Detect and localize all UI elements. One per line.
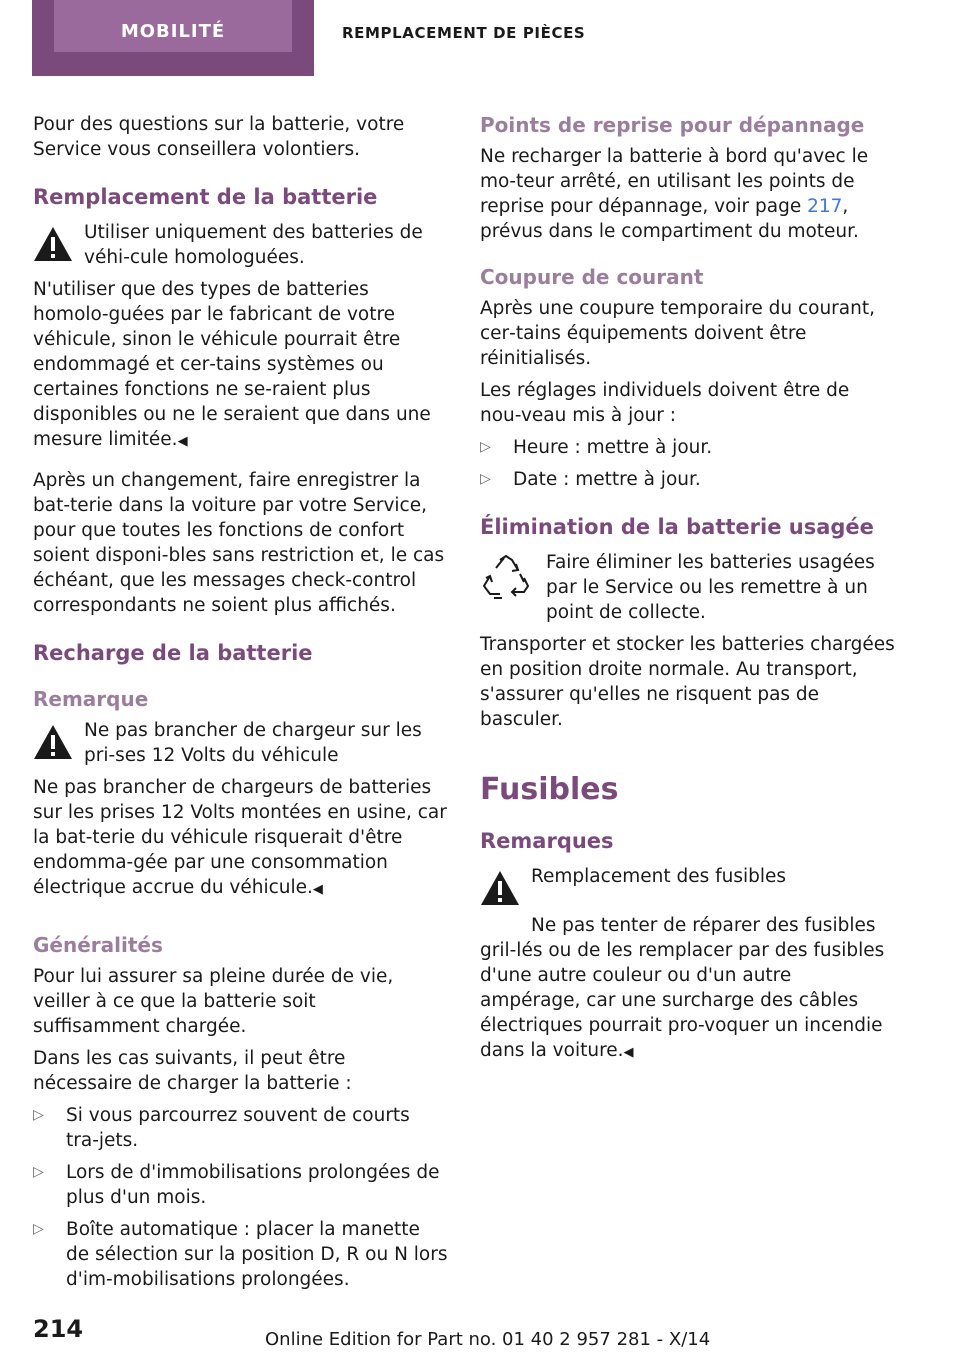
warning-block [33, 220, 448, 277]
list-item: ▷ Boîte automatique : placer la manette de sélection sur la position D, R ou N lors d'im‐mobilisations prolongées. [33, 1219, 448, 1290]
page-number: 214 [33, 1315, 84, 1343]
paragraph-power-cut-1: Après une coupure temporaire du courant, cer‐tains équipements doivent être réinitialisés. [480, 298, 875, 369]
warning-icon [480, 864, 520, 913]
heading-general: Généralités [33, 933, 163, 957]
header-bar [0, 0, 960, 76]
end-mark-icon: ◀ [177, 434, 188, 449]
reset-list [480, 435, 895, 492]
paragraph-general-1: Pour lui assurer sa pleine durée de vie, veiller à ce que la batterie soit suffisamment chargée. [33, 966, 394, 1037]
heading-fuses: Fusibles [480, 772, 619, 807]
intro-paragraph: Pour des questions sur la batterie, votre Service vous conseillera volontiers. [33, 114, 405, 160]
edition-footer: Online Edition for Part no. 01 40 2 957 281 - X/14 [265, 1329, 711, 1350]
paragraph-fuses: Ne pas tenter de réparer des fusibles gril‐lés ou de les remplacer par des fusibles d'une autre couleur ou d'un autre ampérage, car une surcharge des câbles électriques pourrait pro‐voquer un incendie dans la voiture. [480, 915, 885, 1061]
charging-cases-list [33, 1103, 448, 1292]
page-link[interactable]: 217 [807, 196, 843, 217]
list-item: ▷ Si vous parcourrez souvent de courts tra‐jets. [33, 1105, 410, 1151]
paragraph-transport: Transporter et stocker les batteries chargées en position droite normale. Au transport, s'assurer qu'elles ne risquent pas de basculer. [480, 634, 895, 730]
list-item: ▷ Date : mettre à jour. [480, 469, 701, 490]
warning-icon [33, 220, 73, 269]
left-column [33, 112, 448, 1299]
end-mark-icon: ◀ [312, 882, 323, 897]
end-mark-icon: ◀ [623, 1045, 634, 1060]
paragraph-power-cut-2: Les réglages individuels doivent être de nou‐veau mis à jour : [480, 380, 850, 426]
warning-icon [33, 718, 73, 767]
paragraph-general-2: Dans les cas suivants, il peut être nécessaire de charger la batterie : [33, 1048, 352, 1094]
section-tab[interactable] [32, 0, 314, 76]
warning-text: Ne pas brancher de chargeur sur les pri‐ses 12 Volts du véhicule [84, 720, 422, 766]
warning-block [33, 718, 448, 775]
paragraph-homologation: N'utiliser que des types de batteries homolo‐guées par le fabricant de votre véhicule, sinon le véhicule pourrait être endommagé et cer‐tains systèmes ou certaines fonctions ne se‐raient plus disponibles ou ne le seraient que dans une mesure limitée. [33, 279, 431, 450]
right-column [480, 112, 895, 1072]
paragraph-after-change: Après un changement, faire enregistrer la bat‐terie dans la voiture par votre Service, pour que toutes les fonctions de confort soient disponi‐bles sans restriction et, le cas échéant, que les messages check-control correspondants ne soient plus affichés. [33, 470, 445, 616]
section-tab-label: MOBILITÉ [54, 0, 292, 52]
recycle-icon [480, 550, 534, 609]
warning-block [480, 864, 895, 913]
list-item: ▷ Heure : mettre à jour. [480, 437, 713, 458]
warning-title: Remplacement des fusibles [531, 866, 787, 887]
bullet-arrow-icon: ▷ [33, 1107, 44, 1123]
paragraph-jump-points: Ne recharger la batterie à bord qu'avec le mo‐teur arrêté, en utilisant les points de reprise pour dépannage, voir page 217, prévus dans le compartiment du moteur. [480, 146, 869, 242]
list-item: ▷ Lors de d'immobilisations prolongées de plus d'un mois. [33, 1162, 440, 1208]
bullet-arrow-icon: ▷ [480, 439, 491, 455]
chapter-title: REMPLACEMENT DE PIÈCES [342, 24, 586, 42]
heading-remark: Remarque [33, 687, 149, 711]
heading-disposal: Élimination de la batterie usagée [480, 515, 874, 539]
heading-battery-charging: Recharge de la batterie [33, 641, 313, 665]
warning-text: Utiliser uniquement des batteries de véhi‐cule homologuées. [84, 222, 423, 268]
bullet-arrow-icon: ▷ [33, 1221, 44, 1237]
heading-remarks: Remarques [480, 829, 614, 853]
bullet-arrow-icon: ▷ [33, 1164, 44, 1180]
heading-jump-points: Points de reprise pour dépannage [480, 113, 865, 137]
heading-battery-replacement: Remplacement de la batterie [33, 185, 378, 209]
bullet-arrow-icon: ▷ [480, 471, 491, 487]
recycle-block [480, 550, 895, 632]
heading-power-cut: Coupure de courant [480, 265, 704, 289]
paragraph-chargers: Ne pas brancher de chargeurs de batteries sur les prises 12 Volts montées en usine, car la bat‐terie du véhicule risquerait d'être endomma‐gée par une consommation électrique accrue du véhicule. [33, 777, 447, 898]
recycle-text: Faire éliminer les batteries usagées par le Service ou les remettre à un point de collecte. [546, 552, 875, 623]
